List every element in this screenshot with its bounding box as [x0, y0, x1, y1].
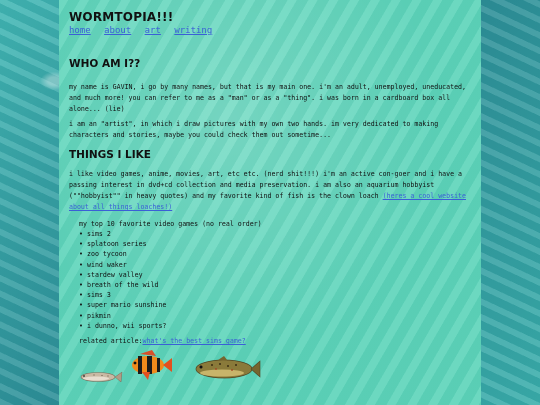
- fish-images: [78, 348, 278, 388]
- loach-website-link[interactable]: (heres a cool website about all things loaches!): [69, 192, 466, 211]
- list-item: • sims 3: [79, 290, 471, 300]
- list-item: • super mario sunshine: [79, 300, 471, 310]
- main-nav: [69, 26, 471, 36]
- clown-loach-icon: [132, 350, 172, 380]
- who-heading: WHO AM I??: [69, 58, 141, 70]
- things-text: i like video games, anime, movies, art, etc etc. (nerd shit!!!) i'm an active con-goer and i have a passing interest in dvd+cd collection and media preservation. i am also an aquarium hobbyist (""hobbyist"" in heavy quotes) and my favorite kind of fish is the clown loach: [69, 170, 463, 200]
- related-label: related article:: [79, 337, 143, 346]
- list-item: • sims 2: [79, 229, 471, 239]
- related-article-link[interactable]: what's the best sims game?: [142, 337, 246, 346]
- content-panel: [59, 0, 481, 405]
- list-item: • wind waker: [79, 260, 471, 270]
- things-heading: THINGS I LIKE: [69, 149, 151, 161]
- site-title: WORMTOPIA!!!: [69, 10, 174, 24]
- list-item: • breath of the wild: [79, 280, 471, 290]
- list-item: • pikmin: [79, 311, 471, 321]
- nav-home[interactable]: home: [69, 26, 91, 36]
- things-paragraph: [69, 169, 471, 213]
- related-article: [69, 337, 471, 345]
- who-paragraph-1: my name is GAVIN, i go by many names, but that is my main one. i'm an adult, unemployed, uneducated, and much more! you can refer to me as a "man" or as a "thing". i was born in a cardboard box all alone... (lie): [69, 83, 466, 113]
- games-list: [69, 229, 471, 331]
- brown-trout-icon: [196, 356, 260, 378]
- small-trout-icon: [81, 372, 122, 382]
- games-list-title: my top 10 favorite video games (no real order): [79, 220, 262, 228]
- list-item: • stardew valley: [79, 270, 471, 280]
- list-item: • splatoon series: [79, 239, 471, 249]
- who-paragraph-2: i am an "artist", in which i draw pictures with my own two hands. im very dedicated to making characters and stories, maybe you could check them out sometime...: [69, 120, 439, 139]
- nav-writing[interactable]: writing: [174, 26, 213, 36]
- nav-about[interactable]: about: [104, 26, 132, 36]
- nav-art[interactable]: art: [144, 26, 161, 36]
- list-item: • i dunno, wii sports?: [79, 321, 471, 331]
- list-item: • zoo tycoon: [79, 249, 471, 259]
